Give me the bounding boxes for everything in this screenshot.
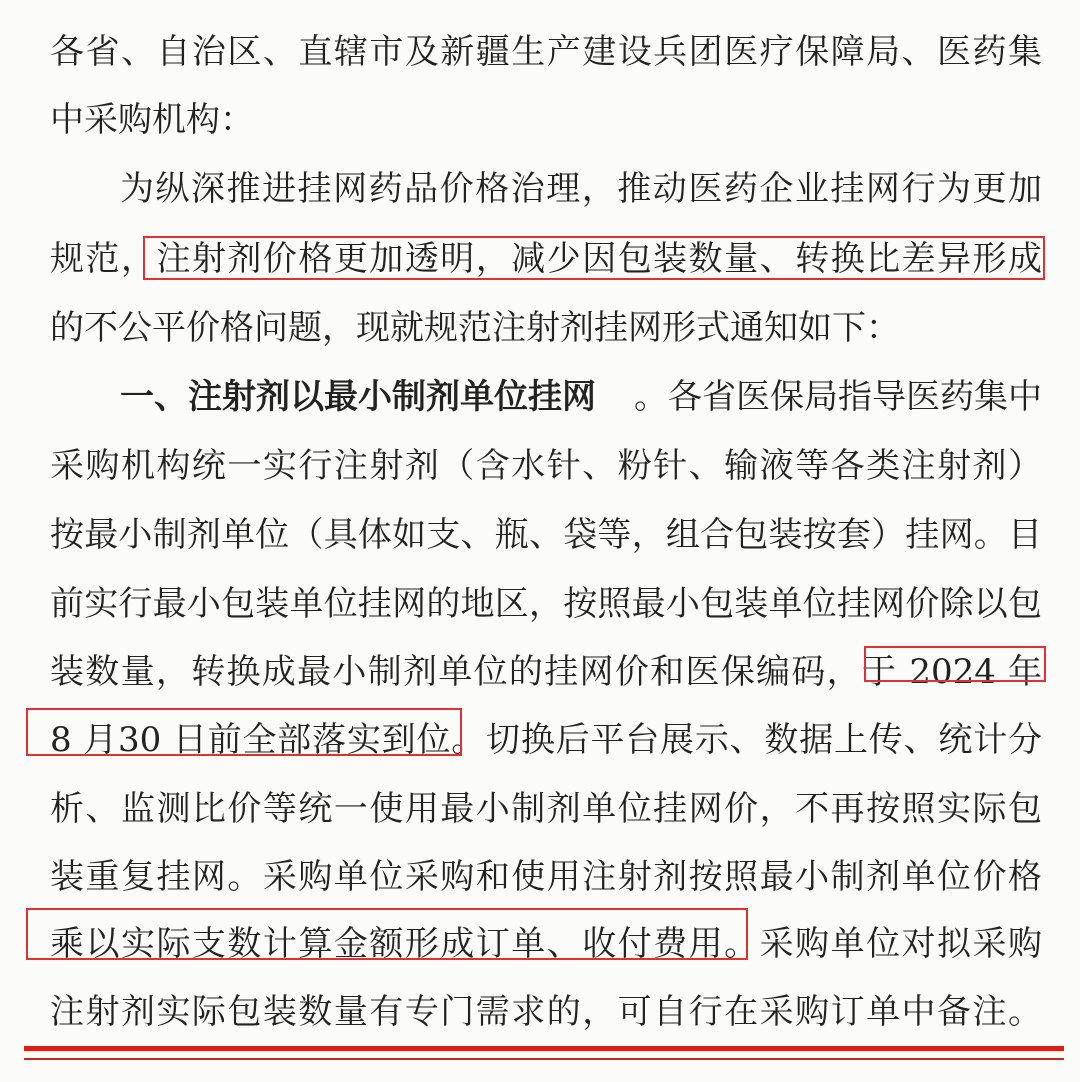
paragraph-line: 装重复挂网。采购单位采购和使用注射剂按照最小制剂单位价格 (50, 857, 1042, 897)
paragraph-line: 的不公平价格问题，现就规范注射剂挂网形式通知如下： (50, 308, 900, 348)
paragraph-line: 中采购机构： (50, 100, 254, 140)
paragraph-line: 前实行最小包装单位挂网的地区，按照最小包装单位挂网价除以包 (50, 584, 1042, 624)
section-heading: 一、注射剂以最小制剂单位挂网 (120, 377, 596, 417)
highlight-box-deadline-end (26, 708, 462, 756)
section-body-text: 。各省医保局指导医药集中 (634, 377, 1042, 417)
paragraph-line: 规范，注射剂价格更加透明，减少因包装数量、转换比差异形成 (50, 239, 1042, 279)
paragraph-line: 装数量，转换成最小制剂单位的挂网价和医保编码，于 2024 年 (50, 652, 1042, 692)
footer-rule-thick (24, 1046, 1064, 1051)
highlight-box-transparency (143, 236, 1045, 280)
paragraph-line: 注射剂实际包装数量有专门需求的，可自行在采购订单中备注。 (50, 992, 1042, 1032)
paragraph-line: 8 月30 日前全部落实到位。切换后平台展示、数据上传、统计分 (50, 720, 1042, 760)
paragraph-line: 按最小制剂单位（具体如支、瓶、袋等，组合包装按套）挂网。目 (50, 515, 1042, 555)
paragraph-line: 乘以实际支数计算金额形成订单、收付费用。采购单位对拟采购 (50, 924, 1042, 964)
footer-rule-thin (24, 1058, 1064, 1060)
paragraph-line: 各省、自治区、直辖市及新疆生产建设兵团医疗保障局、医药集 (50, 32, 1042, 72)
paragraph-line: 为纵深推进挂网药品价格治理，推动医药企业挂网行为更加 (120, 169, 1042, 209)
highlight-box-billing (26, 908, 748, 960)
paragraph-line: 析、监测比价等统一使用最小制剂单位挂网价，不再按照实际包 (50, 789, 1042, 829)
section-one-line (120, 363, 1042, 431)
paragraph-line: 采购机构统一实行注射剂（含水针、粉针、输液等各类注射剂） (50, 446, 1042, 486)
highlight-box-deadline-start (864, 646, 1046, 682)
